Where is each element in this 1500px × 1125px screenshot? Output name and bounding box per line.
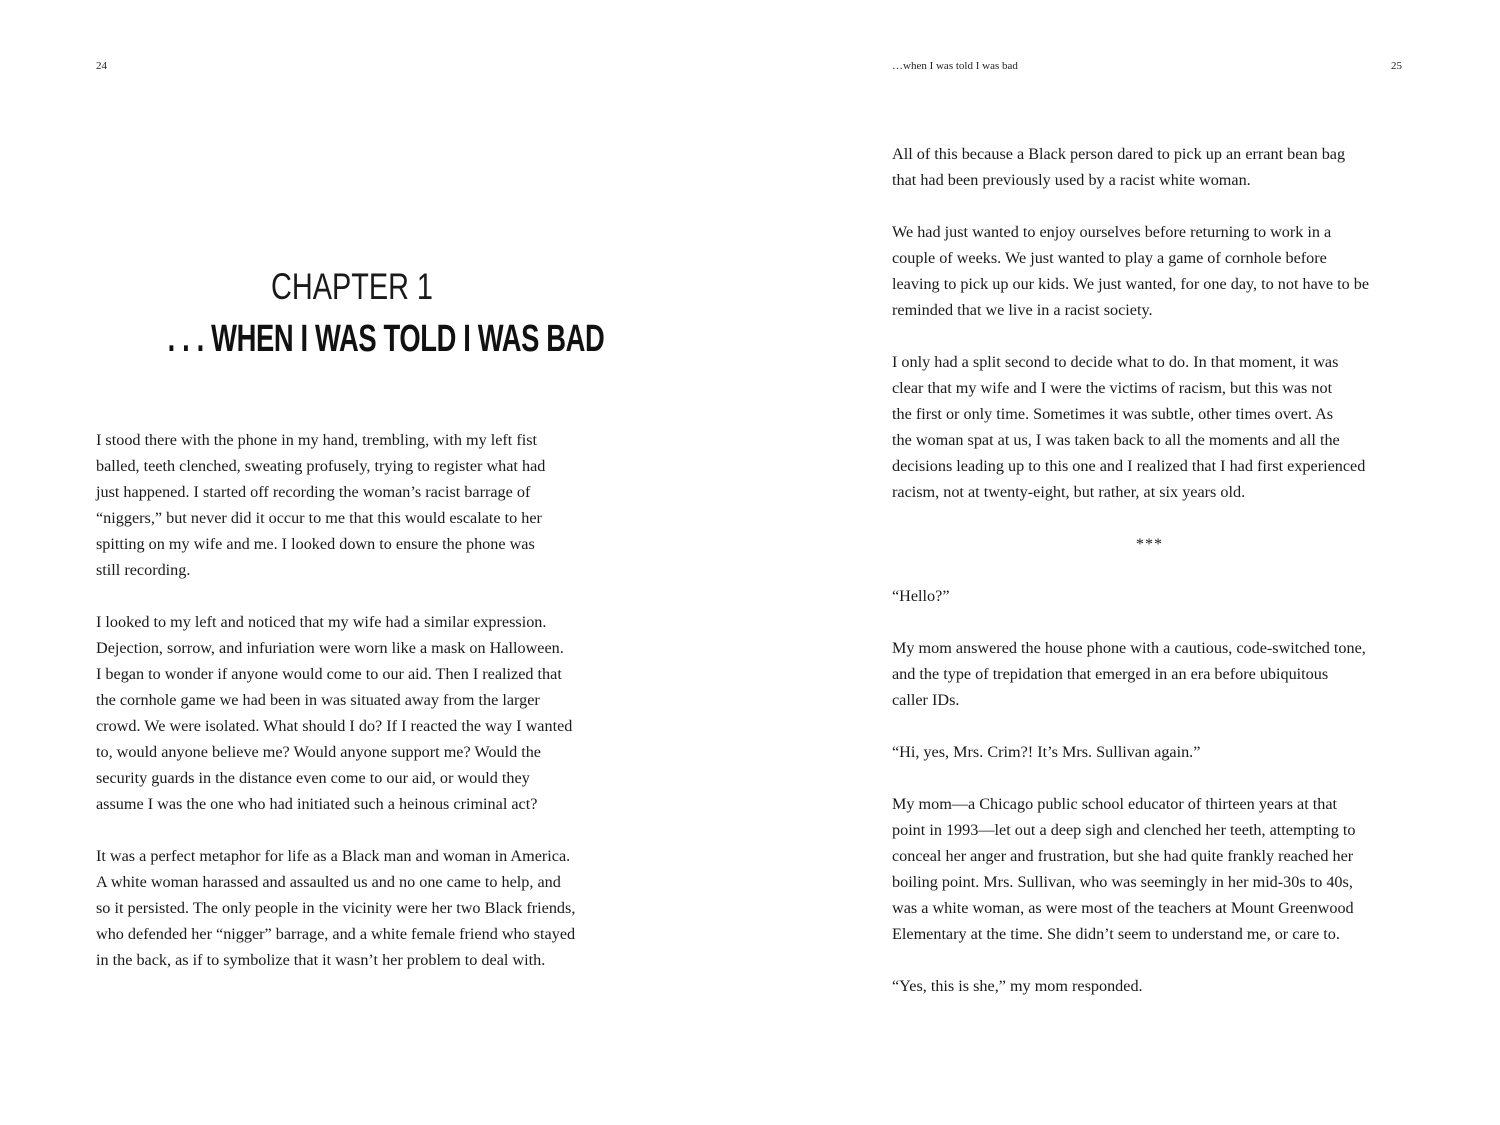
- chapter-heading: [96, 266, 608, 361]
- paragraph: My mom—a Chicago public school educator of thirteen years at that point in 1993—let out a deep sigh and clenched her teeth, attempting to conceal her anger and frustration, but she had quite frankly reached her boiling point. Mrs. Sullivan, who was seemingly in her mid-30s to 40s, was a white woman, as were most of the teachers at Mount Greenwood Elementary at the time. She didn’t seem to understand me, or care to.: [892, 795, 1356, 943]
- paragraph: I only had a split second to decide what to do. In that moment, it was clear that my wife and I were the victims of racism, but this was not the first or only time. Sometimes it was subtle, other times overt. As the woman spat at us, I was taken back to all the moments and all the decisions leading up to this one and I realized that I had first experienced racism, not at twenty-eight, but rather, at six years old.: [892, 353, 1366, 501]
- paragraph: We had just wanted to enjoy ourselves before returning to work in a couple of weeks. We just wanted to play a game of cornhole before leaving to pick up our kids. We just wanted, for one day, to not have to be reminded that we live in a racist society.: [892, 223, 1370, 319]
- chapter-label: CHAPTER 1: [271, 266, 433, 307]
- page-number-left: 24: [96, 60, 107, 72]
- page-number-right: 25: [1391, 60, 1402, 72]
- left-page-body: [96, 427, 611, 999]
- paragraph: “Yes, this is she,” my mom responded.: [892, 977, 1143, 995]
- paragraph: I looked to my left and noticed that my wife had a similar expression. Dejection, sorrow, and infuriation were worn like a mask on Halloween. I began to wonder if anyone would come to our aid. Then I realized that the cornhole game we had been in was situated away from the larger crowd. We were isolated. What should I do? If I reacted the way I wanted to, would anyone believe me? Would anyone support me? Would the security guards in the distance even come to our aid, or would they assume I was the one who had initiated such a heinous criminal act?: [96, 613, 573, 813]
- paragraph: “Hello?”: [892, 587, 950, 605]
- chapter-title: . . . WHEN I WAS TOLD I WAS BAD: [167, 318, 605, 360]
- right-page: [750, 0, 1500, 1125]
- paragraph: All of this because a Black person dared to pick up an errant bean bag that had been previously used by a racist white woman.: [892, 145, 1346, 189]
- paragraph: “Hi, yes, Mrs. Crim?! It’s Mrs. Sullivan again.”: [892, 743, 1201, 761]
- paragraph: It was a perfect metaphor for life as a Black man and woman in America. A white woman harassed and assaulted us and no one came to help, and so it persisted. The only people in the vicinity were her two Black friends, who defended her “nigger” barrage, and a white female friend who stayed in the back, as if to symbolize that it wasn’t her problem to deal with.: [96, 847, 576, 969]
- right-page-body: [892, 141, 1407, 1025]
- paragraph: My mom answered the house phone with a cautious, code-switched tone, and the type of trepidation that emerged in an era before ubiquitous caller IDs.: [892, 639, 1366, 709]
- section-break: ***: [1135, 535, 1164, 553]
- paragraph: I stood there with the phone in my hand, trembling, with my left fist balled, teeth clenched, sweating profusely, trying to register what had just happened. I started off recording the woman’s racist barrage of “niggers,” but never did it occur to me that this would escalate to her spitting on my wife and me. I looked down to ensure the phone was still recording.: [96, 431, 546, 579]
- running-head: …when I was told I was bad: [892, 60, 1018, 72]
